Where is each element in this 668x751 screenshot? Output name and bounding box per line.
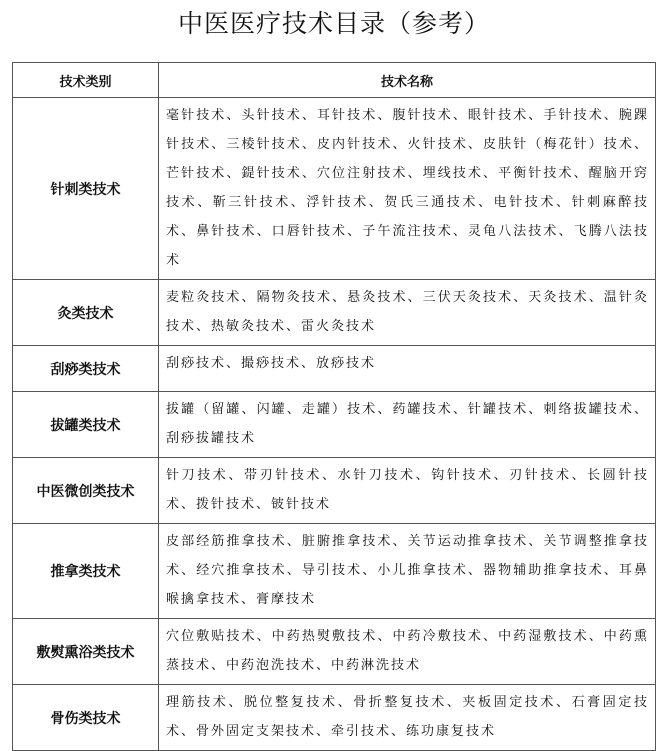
table-row — [13, 280, 656, 346]
category-cell: 中医微创类技术 — [13, 458, 159, 524]
table-row — [13, 619, 656, 685]
table-row — [13, 524, 656, 619]
table-header-row — [13, 63, 656, 98]
technique-names-cell: 刮痧技术、撮痧技术、放痧技术 — [159, 346, 656, 392]
category-cell: 拔罐类技术 — [13, 392, 159, 458]
table-row — [13, 346, 656, 392]
header-category: 技术类别 — [13, 63, 159, 98]
technique-names-cell: 穴位敷贴技术、中药热熨敷技术、中药冷敷技术、中药湿敷技术、中药熏蒸技术、中药泡洗技术、中药淋洗技术 — [159, 619, 656, 685]
table-row — [13, 685, 656, 751]
technique-names-cell: 拔罐（留罐、闪罐、走罐）技术、药罐技术、针罐技术、刺络拔罐技术、刮痧拔罐技术 — [159, 392, 656, 458]
category-cell: 敷熨熏浴类技术 — [13, 619, 159, 685]
technique-names-cell: 皮部经筋推拿技术、脏腑推拿技术、关节运动推拿技术、关节调整推拿技术、经穴推拿技术、导引技术、小儿推拿技术、器物辅助推拿技术、耳鼻喉擒拿技术、膏摩技术 — [159, 524, 656, 619]
category-cell: 推拿类技术 — [13, 524, 159, 619]
table-row — [13, 392, 656, 458]
category-cell: 骨伤类技术 — [13, 685, 159, 751]
technique-names-cell: 理筋技术、脱位整复技术、骨折整复技术、夹板固定技术、石膏固定技术、骨外固定支架技术、牵引技术、练功康复技术 — [159, 685, 656, 751]
technique-names-cell: 针刀技术、带刃针技术、水针刀技术、钩针技术、刃针技术、长圆针技术、拨针技术、铍针技术 — [159, 458, 656, 524]
technique-names-cell: 麦粒灸技术、隔物灸技术、悬灸技术、三伏天灸技术、天灸技术、温针灸技术、热敏灸技术、雷火灸技术 — [159, 280, 656, 346]
page-title: 中医医疗技术目录（参考） — [177, 9, 490, 38]
table-row — [13, 458, 656, 524]
category-cell: 灸类技术 — [13, 280, 159, 346]
table-row — [13, 98, 656, 280]
category-cell: 刮痧类技术 — [13, 346, 159, 392]
category-cell: 针刺类技术 — [13, 98, 159, 280]
technique-catalog-table — [12, 62, 656, 751]
technique-names-cell: 毫针技术、头针技术、耳针技术、腹针技术、眼针技术、手针技术、腕踝针技术、三棱针技术、皮内针技术、火针技术、皮肤针（梅花针）技术、芒针技术、鍉针技术、穴位注射技术、埋线技术、平衡针技术、醒脑开窍技术、靳三针技术、浮针技术、贺氏三通技术、电针技术、针刺麻醉技术、鼻针技术、口唇针技术、子午流注技术、灵龟八法技术、飞腾八法技术 — [159, 98, 656, 280]
header-technique-names: 技术名称 — [159, 63, 656, 98]
